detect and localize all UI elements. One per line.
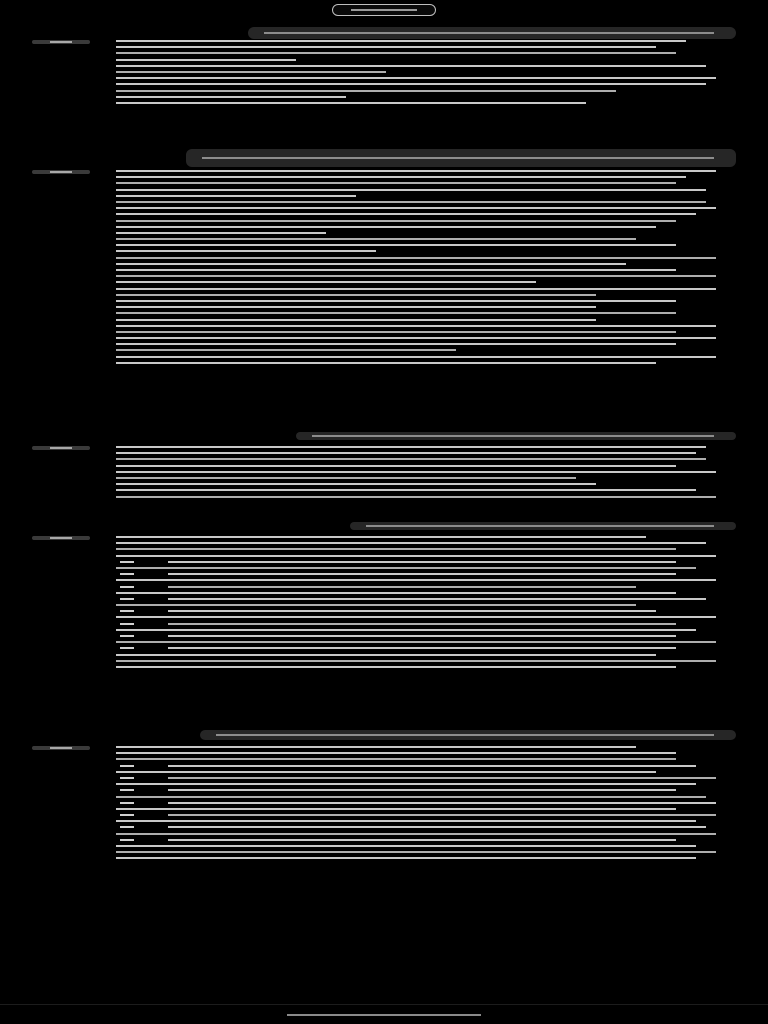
message-text-line	[116, 263, 626, 265]
message-text-line	[116, 182, 676, 184]
message-text-line	[168, 814, 716, 816]
message-text-line	[116, 300, 676, 302]
list-item-number	[120, 610, 134, 612]
message-text-line	[168, 647, 676, 649]
message-text-line	[116, 752, 676, 754]
message-text-line	[116, 548, 676, 550]
message-text-line	[116, 629, 696, 631]
message-text-line	[116, 337, 716, 339]
user-message-text	[366, 525, 714, 527]
assistant-avatar-icon	[32, 746, 90, 750]
assistant-message	[116, 446, 716, 502]
user-message-bubble	[296, 432, 736, 440]
message-text-line	[168, 826, 706, 828]
message-text-line	[116, 238, 636, 240]
message-text-line	[116, 250, 376, 252]
list-item-number	[120, 573, 134, 575]
footer-disclaimer	[287, 1014, 481, 1016]
list-item	[168, 647, 716, 649]
list-item-number	[120, 802, 134, 804]
message-text-line	[116, 771, 656, 773]
list-item-number	[120, 635, 134, 637]
message-text-line	[116, 306, 596, 308]
list-item-number	[120, 826, 134, 828]
message-text-line	[116, 452, 696, 454]
message-text-line	[116, 189, 706, 191]
message-text-line	[116, 820, 696, 822]
message-text-line	[116, 65, 706, 67]
message-text-line	[116, 857, 696, 859]
message-text-line	[168, 561, 676, 563]
message-text-line	[116, 102, 586, 104]
message-text-line	[116, 489, 696, 491]
message-text-line	[116, 232, 326, 234]
message-text-line	[116, 331, 676, 333]
message-text-line	[116, 446, 706, 448]
message-text-line	[116, 96, 346, 98]
message-text-line	[116, 666, 676, 668]
list-item	[168, 573, 716, 575]
message-text-line	[116, 592, 676, 594]
message-text-line	[116, 808, 676, 810]
list-item	[168, 777, 716, 779]
message-text-line	[116, 641, 716, 643]
message-text-line	[116, 555, 716, 557]
message-text-line	[116, 660, 716, 662]
assistant-avatar-icon	[32, 536, 90, 540]
list-item	[168, 802, 716, 804]
message-text-line	[116, 536, 646, 538]
message-text-line	[168, 598, 706, 600]
message-text-line	[116, 170, 716, 172]
model-selector-label	[351, 9, 417, 11]
message-text-line	[116, 83, 706, 85]
message-text-line	[116, 226, 656, 228]
message-text-line	[116, 567, 696, 569]
footer-divider	[0, 1004, 768, 1005]
list-item-number	[120, 561, 134, 563]
list-item-number	[120, 765, 134, 767]
assistant-avatar-icon	[32, 446, 90, 450]
model-selector-button[interactable]	[332, 4, 436, 16]
list-item-number	[120, 647, 134, 649]
message-text-line	[116, 269, 676, 271]
list-item-number	[120, 839, 134, 841]
message-text-line	[116, 833, 716, 835]
message-text-line	[116, 343, 676, 345]
message-text-line	[116, 281, 536, 283]
list-item	[168, 814, 716, 816]
list-item-number	[120, 814, 134, 816]
list-item	[168, 765, 716, 767]
message-text-line	[168, 610, 656, 612]
message-text-line	[116, 207, 716, 209]
assistant-message	[116, 40, 716, 108]
assistant-avatar-icon	[32, 40, 90, 44]
list-item	[168, 586, 716, 588]
list-item	[168, 635, 716, 637]
user-message-text	[216, 734, 714, 736]
list-item-number	[120, 789, 134, 791]
list-item-number	[120, 598, 134, 600]
message-text-line	[116, 349, 456, 351]
assistant-avatar-icon	[32, 170, 90, 174]
message-text-line	[116, 244, 676, 246]
message-text-line	[168, 765, 696, 767]
message-text-line	[116, 52, 676, 54]
message-text-line	[116, 220, 676, 222]
message-text-line	[116, 746, 636, 748]
message-text-line	[116, 542, 706, 544]
message-text-line	[168, 789, 676, 791]
message-text-line	[116, 845, 696, 847]
message-text-line	[116, 362, 656, 364]
message-text-line	[116, 71, 386, 73]
list-item-number	[120, 586, 134, 588]
list-item	[168, 598, 716, 600]
message-text-line	[168, 777, 716, 779]
message-text-line	[116, 288, 716, 290]
message-text-line	[116, 176, 686, 178]
list-item	[168, 623, 716, 625]
message-text-line	[168, 635, 676, 637]
message-text-line	[116, 758, 676, 760]
user-message-text	[202, 157, 714, 159]
assistant-message	[116, 746, 716, 864]
list-item	[168, 839, 716, 841]
user-message-text	[264, 32, 714, 34]
message-text-line	[168, 802, 716, 804]
message-text-line	[168, 623, 676, 625]
message-text-line	[116, 471, 716, 473]
message-text-line	[116, 616, 716, 618]
message-text-line	[116, 483, 596, 485]
message-text-line	[116, 59, 296, 61]
user-message-bubble	[200, 730, 736, 740]
message-text-line	[116, 40, 686, 42]
message-text-line	[168, 586, 636, 588]
message-text-line	[116, 356, 716, 358]
message-text-line	[116, 213, 696, 215]
message-text-line	[168, 573, 676, 575]
list-item	[168, 610, 716, 612]
list-item-number	[120, 623, 134, 625]
message-text-line	[116, 46, 656, 48]
list-item	[168, 826, 716, 828]
message-text-line	[116, 294, 596, 296]
message-text-line	[116, 579, 716, 581]
message-text-line	[116, 195, 356, 197]
message-text-line	[116, 325, 716, 327]
user-message-bubble	[350, 522, 736, 530]
message-text-line	[116, 90, 616, 92]
message-text-line	[116, 319, 596, 321]
assistant-message	[116, 170, 716, 368]
message-text-line	[116, 275, 716, 277]
message-text-line	[116, 458, 706, 460]
message-text-line	[116, 257, 716, 259]
message-text-line	[116, 796, 706, 798]
message-text-line	[116, 477, 576, 479]
message-text-line	[116, 654, 656, 656]
user-message-bubble	[248, 27, 736, 39]
list-item	[168, 561, 716, 563]
user-message-bubble	[186, 149, 736, 167]
list-item-number	[120, 777, 134, 779]
message-text-line	[168, 839, 676, 841]
message-text-line	[116, 465, 676, 467]
user-message-text	[312, 435, 714, 437]
assistant-message	[116, 536, 716, 672]
message-text-line	[116, 201, 706, 203]
message-text-line	[116, 77, 716, 79]
message-text-line	[116, 851, 716, 853]
message-text-line	[116, 312, 676, 314]
message-text-line	[116, 604, 636, 606]
message-text-line	[116, 783, 696, 785]
message-text-line	[116, 496, 716, 498]
list-item	[168, 789, 716, 791]
